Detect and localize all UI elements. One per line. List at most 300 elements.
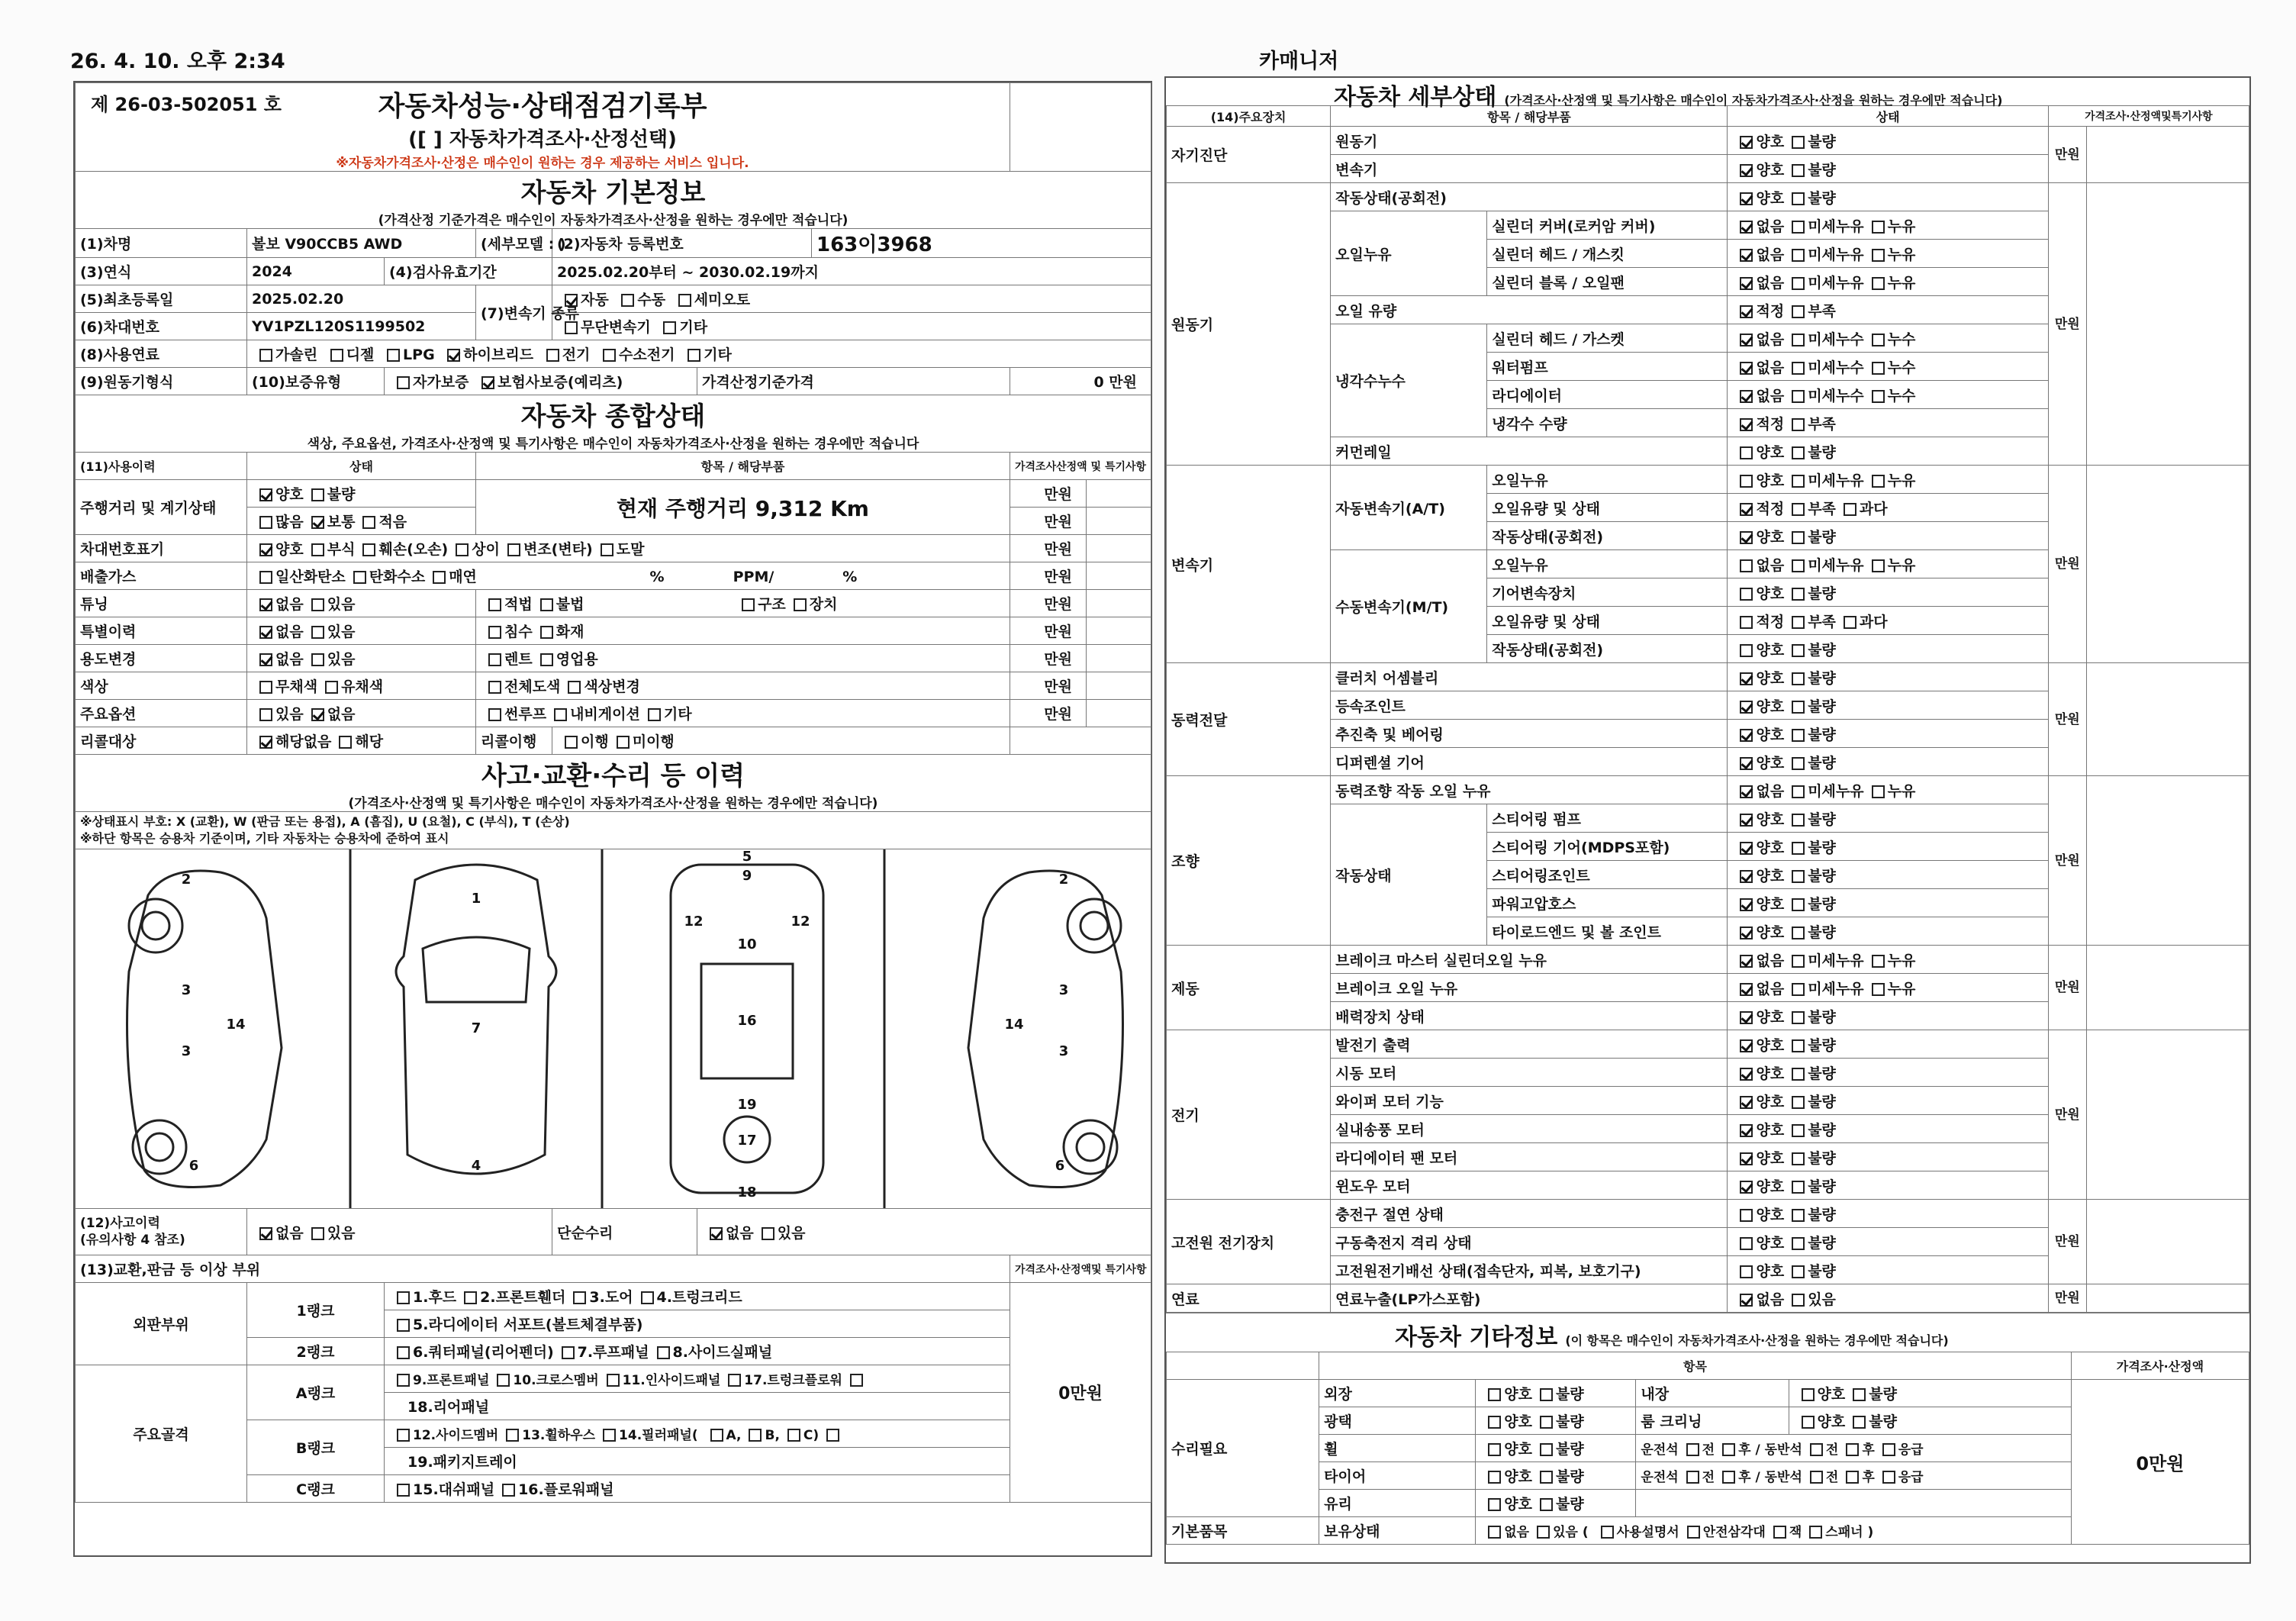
checkbox[interactable] bbox=[488, 653, 501, 666]
rankA-label: A랭크 bbox=[247, 1365, 385, 1420]
checkbox[interactable] bbox=[621, 294, 634, 307]
checkbox[interactable] bbox=[488, 708, 501, 721]
outer-label: 외판부위 bbox=[76, 1283, 247, 1365]
device-item: 실린더 헤드 / 가스켓 bbox=[1487, 324, 1728, 353]
checkbox[interactable] bbox=[259, 488, 272, 501]
state-option: 양호 bbox=[1756, 810, 1785, 828]
checkbox[interactable] bbox=[259, 349, 272, 362]
state-cell bbox=[1728, 607, 2048, 635]
trans-semi: 세미오토 bbox=[694, 292, 751, 308]
state-option: 양호 bbox=[1756, 895, 1785, 913]
checkbox[interactable] bbox=[397, 376, 410, 389]
checkbox[interactable] bbox=[1792, 1209, 1805, 1222]
opt: 장치 bbox=[809, 596, 838, 613]
checkbox[interactable] bbox=[1792, 1011, 1805, 1024]
checkbox[interactable] bbox=[1488, 1471, 1501, 1484]
checkbox[interactable] bbox=[353, 571, 366, 584]
checkbox[interactable] bbox=[1792, 1181, 1805, 1194]
print-datetime: 26. 4. 10. 오후 2:34 bbox=[70, 50, 285, 73]
checkbox[interactable] bbox=[565, 321, 578, 334]
checkbox[interactable] bbox=[1792, 644, 1805, 657]
checkbox[interactable] bbox=[1802, 1416, 1815, 1429]
checkbox[interactable] bbox=[1882, 1471, 1895, 1484]
checkbox[interactable] bbox=[603, 1429, 616, 1442]
checkbox[interactable] bbox=[749, 1429, 762, 1442]
checkbox[interactable] bbox=[1686, 1443, 1699, 1456]
manwon: 만원 bbox=[1010, 700, 1087, 727]
checkbox[interactable] bbox=[1792, 418, 1805, 431]
checkbox[interactable] bbox=[1792, 446, 1805, 459]
checkbox[interactable] bbox=[259, 516, 272, 529]
checkbox[interactable] bbox=[502, 1484, 515, 1497]
checkbox[interactable] bbox=[742, 598, 755, 611]
right-sheet bbox=[1164, 76, 2251, 1564]
opt: 있음 bbox=[777, 1224, 806, 1242]
checkbox[interactable] bbox=[362, 516, 375, 529]
first-reg: 2025.02.20 bbox=[247, 285, 476, 313]
device-sub: 작동상태 bbox=[1331, 804, 1487, 946]
opt: 양호 bbox=[1504, 1496, 1532, 1513]
checkbox[interactable] bbox=[1740, 1039, 1753, 1052]
checkbox[interactable] bbox=[562, 1346, 575, 1359]
checkbox[interactable] bbox=[1809, 1526, 1822, 1539]
state-option: 없음 bbox=[1756, 330, 1785, 348]
opt: 불법 bbox=[555, 596, 584, 613]
checkbox[interactable] bbox=[1872, 362, 1885, 375]
checkbox[interactable] bbox=[1792, 701, 1805, 714]
checkbox[interactable] bbox=[1488, 1526, 1501, 1539]
checkbox[interactable] bbox=[568, 681, 581, 694]
checkbox[interactable] bbox=[1540, 1416, 1553, 1429]
checkbox[interactable] bbox=[1810, 1443, 1823, 1456]
panel-label: (13)교환,판금 등 이상 부위 bbox=[76, 1255, 1010, 1283]
checkbox[interactable] bbox=[1740, 362, 1753, 375]
checkbox[interactable] bbox=[1792, 1294, 1805, 1307]
opt: 잭 bbox=[1789, 1525, 1802, 1540]
checkbox[interactable] bbox=[1792, 757, 1805, 770]
checkbox[interactable] bbox=[1488, 1416, 1501, 1429]
checkbox[interactable] bbox=[1872, 785, 1885, 798]
checkbox[interactable] bbox=[1740, 1237, 1753, 1250]
checkbox[interactable] bbox=[1740, 616, 1753, 629]
price-cell bbox=[2086, 663, 2249, 776]
checkbox[interactable] bbox=[1740, 1011, 1753, 1024]
exterior-label: 외장 bbox=[1319, 1380, 1476, 1407]
checkbox[interactable] bbox=[648, 708, 661, 721]
checkbox[interactable] bbox=[1740, 672, 1753, 685]
checkbox[interactable] bbox=[1740, 192, 1753, 205]
checkbox[interactable] bbox=[1740, 1265, 1753, 1278]
checkbox[interactable] bbox=[488, 681, 501, 694]
checkbox[interactable] bbox=[1792, 221, 1805, 234]
opt: 색상변경 bbox=[584, 678, 640, 695]
checkbox[interactable] bbox=[1792, 1068, 1805, 1081]
checkbox[interactable] bbox=[1792, 814, 1805, 827]
panel-price-label: 가격조사·산정액및 특기사항 bbox=[1010, 1255, 1151, 1283]
checkbox[interactable] bbox=[1537, 1526, 1550, 1539]
checkbox[interactable] bbox=[497, 1374, 510, 1387]
panel-item: 1.후드 bbox=[413, 1289, 457, 1306]
manwon: 만원 bbox=[1010, 672, 1087, 700]
checkbox[interactable] bbox=[1844, 616, 1856, 629]
checkbox[interactable] bbox=[1740, 446, 1753, 459]
checkbox[interactable] bbox=[1846, 1471, 1859, 1484]
checkbox[interactable] bbox=[1792, 1124, 1805, 1137]
checkbox[interactable] bbox=[1740, 1294, 1753, 1307]
checkbox[interactable] bbox=[259, 681, 272, 694]
state-option: 누유 bbox=[1887, 952, 1916, 969]
checkbox[interactable] bbox=[1882, 1443, 1895, 1456]
checkbox[interactable] bbox=[1872, 221, 1885, 234]
accident-title: 사고·교환·수리 등 이력 bbox=[481, 761, 745, 791]
checkbox[interactable] bbox=[1802, 1388, 1815, 1401]
checkbox[interactable] bbox=[1872, 249, 1885, 262]
site-name: 카매니저 bbox=[1259, 50, 1339, 73]
state-cell bbox=[1728, 268, 2048, 296]
checkbox[interactable] bbox=[1792, 1265, 1805, 1278]
checkbox[interactable] bbox=[311, 708, 324, 721]
checkbox[interactable] bbox=[663, 321, 676, 334]
checkbox[interactable] bbox=[311, 543, 324, 556]
checkbox[interactable] bbox=[1740, 390, 1753, 403]
checkbox[interactable] bbox=[1853, 1388, 1866, 1401]
checkbox[interactable] bbox=[325, 681, 338, 694]
device-item: 냉각수 수량 bbox=[1487, 409, 1728, 437]
opt: 미이행 bbox=[632, 733, 675, 750]
checkbox[interactable] bbox=[506, 1429, 519, 1442]
detail-row bbox=[1167, 466, 2249, 494]
checkbox[interactable] bbox=[259, 543, 272, 556]
checkbox[interactable] bbox=[1792, 559, 1805, 572]
checkbox[interactable] bbox=[1740, 983, 1753, 996]
panel-item: 15.대쉬패널 bbox=[413, 1481, 495, 1498]
checkbox[interactable] bbox=[1722, 1471, 1735, 1484]
checkbox[interactable] bbox=[565, 736, 578, 749]
checkbox[interactable] bbox=[311, 488, 324, 501]
checkbox[interactable] bbox=[1740, 559, 1753, 572]
checkbox[interactable] bbox=[1792, 955, 1805, 968]
checkbox[interactable] bbox=[1872, 334, 1885, 346]
checkbox[interactable] bbox=[1846, 1443, 1859, 1456]
checkbox[interactable] bbox=[1792, 1152, 1805, 1165]
checkbox[interactable] bbox=[1740, 475, 1753, 488]
price-label: 가격산정기준가격 bbox=[697, 368, 1010, 395]
panel-item: 12.사이드멤버 bbox=[413, 1428, 499, 1443]
checkbox[interactable] bbox=[311, 516, 324, 529]
checkbox[interactable] bbox=[540, 626, 553, 639]
checkbox[interactable] bbox=[1740, 757, 1753, 770]
checkbox[interactable] bbox=[1740, 927, 1753, 939]
checkbox[interactable] bbox=[259, 708, 272, 721]
checkbox[interactable] bbox=[1740, 1209, 1753, 1222]
opt: 불량 bbox=[327, 486, 356, 503]
checkbox[interactable] bbox=[1740, 785, 1753, 798]
checkbox[interactable] bbox=[565, 294, 578, 307]
detail-row bbox=[1167, 183, 2249, 211]
state-option: 양호 bbox=[1756, 1065, 1785, 1082]
checkbox[interactable] bbox=[1740, 644, 1753, 657]
checkbox[interactable] bbox=[850, 1374, 863, 1387]
price-cell bbox=[2086, 127, 2249, 183]
checkbox[interactable] bbox=[1810, 1471, 1823, 1484]
checkbox[interactable] bbox=[540, 598, 553, 611]
checkbox[interactable] bbox=[1792, 277, 1805, 290]
checkbox[interactable] bbox=[1488, 1388, 1501, 1401]
checkbox[interactable] bbox=[657, 1346, 670, 1359]
opt: 적법 bbox=[504, 596, 533, 613]
checkbox[interactable] bbox=[1740, 898, 1753, 911]
checkbox[interactable] bbox=[1740, 1068, 1753, 1081]
panel-item: 9.프론트패널 bbox=[413, 1373, 490, 1388]
checkbox[interactable] bbox=[573, 1291, 586, 1304]
checkbox[interactable] bbox=[641, 1291, 654, 1304]
state-cell bbox=[1728, 748, 2048, 776]
checkbox[interactable] bbox=[1740, 955, 1753, 968]
checkbox[interactable] bbox=[1792, 785, 1805, 798]
checkbox[interactable] bbox=[1792, 475, 1805, 488]
checkbox[interactable] bbox=[1872, 955, 1885, 968]
checkbox[interactable] bbox=[1792, 531, 1805, 544]
checkbox[interactable] bbox=[311, 1227, 324, 1240]
checkbox[interactable] bbox=[1740, 418, 1753, 431]
checkbox[interactable] bbox=[259, 653, 272, 666]
checkbox[interactable] bbox=[710, 1429, 723, 1442]
checkbox[interactable] bbox=[826, 1429, 839, 1442]
state-option: 없음 bbox=[1756, 274, 1785, 292]
checkbox[interactable] bbox=[1740, 1181, 1753, 1194]
checkbox[interactable] bbox=[1740, 729, 1753, 742]
checkbox[interactable] bbox=[688, 349, 700, 362]
panel-item: 16.플로워패널 bbox=[518, 1481, 614, 1498]
detail-row bbox=[1167, 127, 2249, 155]
simple-repair-label: 단순수리 bbox=[552, 1209, 697, 1255]
state-cell bbox=[1728, 353, 2048, 381]
checkbox[interactable] bbox=[794, 598, 807, 611]
checkbox[interactable] bbox=[311, 653, 324, 666]
opt: 사용설명서 bbox=[1616, 1525, 1679, 1540]
state-option: 미세누유 bbox=[1808, 472, 1864, 489]
checkbox[interactable] bbox=[1792, 842, 1805, 855]
checkbox[interactable] bbox=[387, 349, 400, 362]
state-option: 누유 bbox=[1887, 274, 1916, 292]
device-item: 기어변속장치 bbox=[1487, 578, 1728, 607]
checkbox[interactable] bbox=[1792, 164, 1805, 177]
device-item: 배력장치 상태 bbox=[1331, 1002, 1728, 1030]
checkbox[interactable] bbox=[1601, 1526, 1614, 1539]
checkbox[interactable] bbox=[1872, 277, 1885, 290]
checkbox[interactable] bbox=[601, 543, 613, 556]
device-item: 타이로드엔드 및 볼 조인트 bbox=[1487, 917, 1728, 946]
checkbox[interactable] bbox=[397, 1374, 410, 1387]
detail-row bbox=[1167, 1200, 2249, 1228]
checkbox[interactable] bbox=[1740, 531, 1753, 544]
trans-cvt: 무단변속기 bbox=[581, 319, 651, 336]
checkbox[interactable] bbox=[678, 294, 691, 307]
checkbox[interactable] bbox=[1540, 1388, 1553, 1401]
checkbox[interactable] bbox=[1792, 305, 1805, 318]
checkbox[interactable] bbox=[1740, 164, 1753, 177]
checkbox[interactable] bbox=[1687, 1526, 1700, 1539]
state-option: 불량 bbox=[1808, 895, 1836, 913]
manwon: 만원 bbox=[2048, 946, 2086, 1030]
checkbox[interactable] bbox=[728, 1374, 741, 1387]
checkbox[interactable] bbox=[1740, 701, 1753, 714]
checkbox[interactable] bbox=[1792, 362, 1805, 375]
checkbox[interactable] bbox=[1792, 1237, 1805, 1250]
checkbox[interactable] bbox=[1540, 1443, 1553, 1456]
state-option: 미세누유 bbox=[1808, 246, 1864, 263]
checkbox[interactable] bbox=[464, 1291, 477, 1304]
checkbox[interactable] bbox=[488, 626, 501, 639]
checkbox[interactable] bbox=[1686, 1471, 1699, 1484]
checkbox[interactable] bbox=[397, 1291, 410, 1304]
checkbox[interactable] bbox=[1792, 588, 1805, 601]
checkbox[interactable] bbox=[607, 1374, 620, 1387]
checkbox[interactable] bbox=[1792, 1096, 1805, 1109]
state-option: 양호 bbox=[1756, 923, 1785, 941]
state-option: 불량 bbox=[1808, 726, 1836, 743]
checkbox[interactable] bbox=[259, 736, 272, 749]
opt: 내비게이션 bbox=[570, 706, 640, 723]
checkbox[interactable] bbox=[1740, 136, 1753, 149]
checkbox[interactable] bbox=[787, 1429, 800, 1442]
checkbox[interactable] bbox=[259, 1227, 272, 1240]
checkbox[interactable] bbox=[1540, 1498, 1553, 1511]
checkbox[interactable] bbox=[1740, 503, 1753, 516]
device-item: 오일유량 및 상태 bbox=[1487, 607, 1728, 635]
checkbox[interactable] bbox=[447, 349, 460, 362]
checkbox[interactable] bbox=[488, 598, 501, 611]
checkbox[interactable] bbox=[339, 736, 352, 749]
checkbox[interactable] bbox=[1740, 249, 1753, 262]
checkbox[interactable] bbox=[433, 571, 446, 584]
checkbox[interactable] bbox=[1872, 983, 1885, 996]
checkbox[interactable] bbox=[259, 598, 272, 611]
checkbox[interactable] bbox=[554, 708, 567, 721]
checkbox[interactable] bbox=[1488, 1443, 1501, 1456]
checkbox[interactable] bbox=[1872, 559, 1885, 572]
checkbox[interactable] bbox=[762, 1227, 774, 1240]
checkbox[interactable] bbox=[1792, 927, 1805, 939]
checkbox[interactable] bbox=[397, 1346, 410, 1359]
state-option: 불량 bbox=[1808, 698, 1836, 715]
opt: 응급 bbox=[1898, 1470, 1924, 1485]
checkbox[interactable] bbox=[710, 1227, 723, 1240]
valid-label: (4)검사유효기간 bbox=[385, 258, 552, 285]
device-item: 스티어링조인트 bbox=[1487, 861, 1728, 889]
device-item: 라디에이터 bbox=[1487, 381, 1728, 409]
checkbox[interactable] bbox=[259, 626, 272, 639]
state-cell bbox=[1728, 635, 2048, 663]
checkbox[interactable] bbox=[1792, 503, 1805, 516]
checkbox[interactable] bbox=[1792, 390, 1805, 403]
checkbox[interactable] bbox=[397, 1319, 410, 1332]
checkbox[interactable] bbox=[1792, 672, 1805, 685]
checkbox[interactable] bbox=[1740, 1096, 1753, 1109]
checkbox[interactable] bbox=[1773, 1526, 1786, 1539]
checkbox[interactable] bbox=[1740, 305, 1753, 318]
checkbox[interactable] bbox=[1740, 334, 1753, 346]
checkbox[interactable] bbox=[1792, 983, 1805, 996]
checkbox[interactable] bbox=[1792, 249, 1805, 262]
device-item: 작동상태(공회전) bbox=[1487, 522, 1728, 550]
checkbox[interactable] bbox=[1792, 136, 1805, 149]
checkbox[interactable] bbox=[1872, 390, 1885, 403]
checkbox[interactable] bbox=[330, 349, 343, 362]
checkbox[interactable] bbox=[1792, 334, 1805, 346]
checkbox[interactable] bbox=[1853, 1416, 1866, 1429]
checkbox[interactable] bbox=[507, 543, 520, 556]
checkbox[interactable] bbox=[1740, 221, 1753, 234]
checkbox[interactable] bbox=[1540, 1471, 1553, 1484]
checkbox[interactable] bbox=[1740, 588, 1753, 601]
detail-header bbox=[1166, 78, 2249, 111]
diagram-label: 19 bbox=[737, 1097, 757, 1113]
panel-item: 4.트렁크리드 bbox=[656, 1289, 742, 1306]
device-item: 오일유량 및 상태 bbox=[1487, 494, 1728, 522]
opt: 이행 bbox=[581, 733, 609, 750]
checkbox[interactable] bbox=[617, 736, 630, 749]
h-item: 항목 / 해당부품 bbox=[476, 453, 1010, 480]
checkbox[interactable] bbox=[1740, 1124, 1753, 1137]
device-item: 등속조인트 bbox=[1331, 691, 1728, 720]
state-option: 누유 bbox=[1887, 556, 1916, 574]
checkbox[interactable] bbox=[1488, 1498, 1501, 1511]
checkbox[interactable] bbox=[1740, 277, 1753, 290]
accident-label: (12)사고이력 (유의사항 4 참조) bbox=[76, 1209, 247, 1255]
checkbox[interactable] bbox=[1740, 814, 1753, 827]
manwon: 만원 bbox=[2048, 466, 2086, 663]
checkbox[interactable] bbox=[311, 598, 324, 611]
opt: 불량 bbox=[1555, 1441, 1584, 1458]
checkbox[interactable] bbox=[397, 1429, 410, 1442]
opt: 후 bbox=[1862, 1442, 1875, 1458]
checkbox[interactable] bbox=[481, 376, 494, 389]
checkbox[interactable] bbox=[1792, 616, 1805, 629]
state-option: 미세누수 bbox=[1808, 330, 1864, 348]
checkbox[interactable] bbox=[1792, 870, 1805, 883]
checkbox[interactable] bbox=[546, 349, 559, 362]
panel-item: 10.크로스멤버 bbox=[513, 1373, 599, 1388]
checkbox[interactable] bbox=[540, 653, 553, 666]
opt: 없음 bbox=[1504, 1525, 1530, 1540]
checkbox[interactable] bbox=[456, 543, 469, 556]
checkbox[interactable] bbox=[362, 543, 375, 556]
diagram-label: 1 bbox=[471, 891, 481, 907]
checkbox[interactable] bbox=[1844, 503, 1856, 516]
checkbox[interactable] bbox=[1740, 842, 1753, 855]
checkbox[interactable] bbox=[259, 571, 272, 584]
checkbox[interactable] bbox=[1722, 1443, 1735, 1456]
checkbox[interactable] bbox=[1740, 870, 1753, 883]
opt: 양호 bbox=[275, 486, 304, 503]
device-item: 실린더 헤드 / 개스킷 bbox=[1487, 240, 1728, 268]
h-price: 가격조사·산정액및특기사항 bbox=[2048, 106, 2249, 127]
checkbox[interactable] bbox=[1792, 192, 1805, 205]
state-option: 적정 bbox=[1756, 415, 1785, 433]
checkbox[interactable] bbox=[1792, 1039, 1805, 1052]
checkbox[interactable] bbox=[1792, 729, 1805, 742]
checkbox[interactable] bbox=[1740, 1152, 1753, 1165]
checkbox[interactable] bbox=[1792, 898, 1805, 911]
overall-title: 자동차 종합상태 bbox=[520, 401, 706, 432]
checkbox[interactable] bbox=[1872, 475, 1885, 488]
checkbox[interactable] bbox=[397, 1484, 410, 1497]
checkbox[interactable] bbox=[603, 349, 616, 362]
checkbox[interactable] bbox=[311, 626, 324, 639]
device-item: 연료누출(LP가스포함) bbox=[1331, 1284, 1728, 1313]
state-option: 불량 bbox=[1808, 839, 1836, 856]
